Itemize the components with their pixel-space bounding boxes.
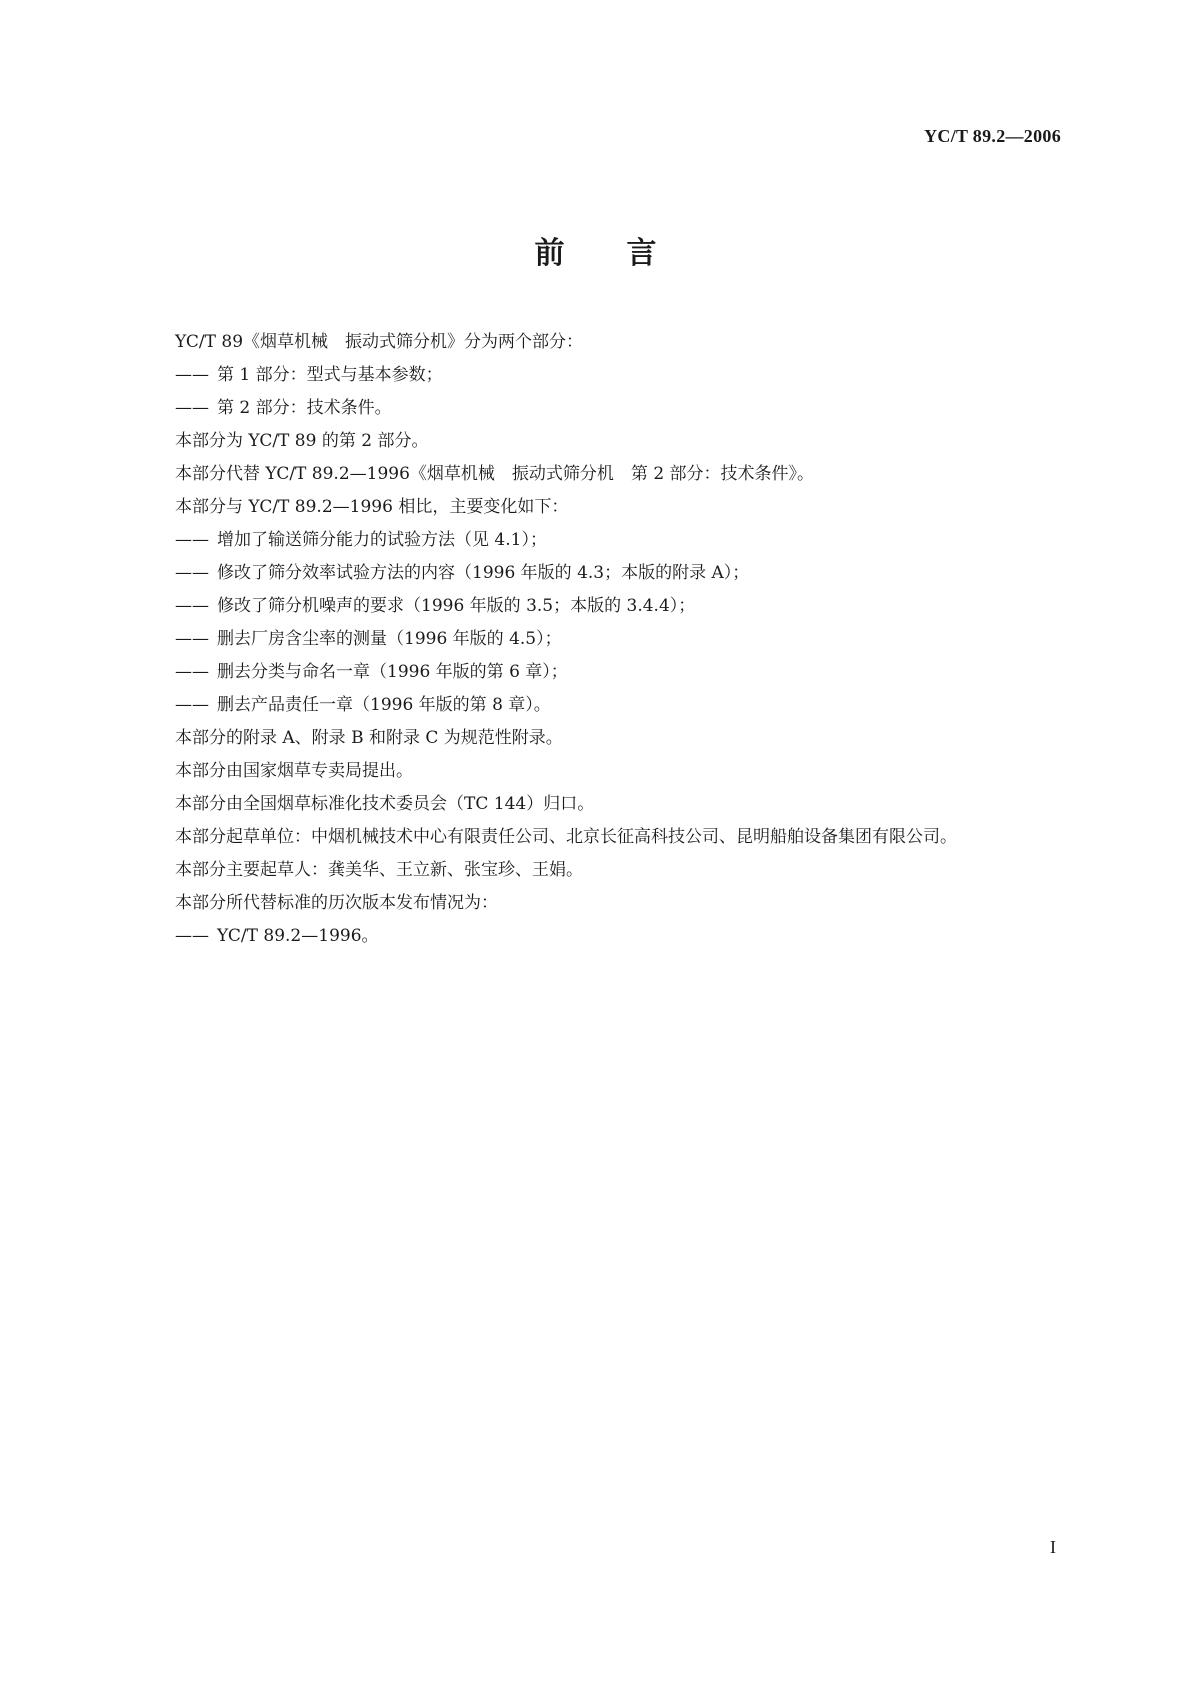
- document-code-header: YC/T 89.2—2006: [924, 126, 1061, 146]
- list-item: —— 修改了筛分机噪声的要求（1996 年版的 3.5；本版的 3.4.4）；: [175, 596, 696, 616]
- paragraph: 本部分与 YC/T 89.2—1996 相比，主要变化如下：: [175, 497, 569, 517]
- paragraph: 本部分代替 YC/T 89.2—1996《烟草机械 振动式筛分机 第 2 部分：技术条件》。: [175, 464, 815, 484]
- list-item: —— 删去分类与命名一章（1996 年版的第 6 章）；: [175, 662, 568, 682]
- list-item: —— 第 1 部分：型式与基本参数；: [175, 365, 443, 385]
- foreword-body: [135, 326, 1063, 953]
- list-item: —— 删去厂房含尘率的测量（1996 年版的 4.5）；: [175, 629, 562, 649]
- paragraph: 本部分起草单位：中烟机械技术中心有限责任公司、北京长征高科技公司、昆明船舶设备集团有限公司。: [175, 827, 957, 847]
- list-item: —— 第 2 部分：技术条件。: [175, 398, 392, 418]
- list-item: —— 修改了筛分效率试验方法的内容（1996 年版的 4.3；本版的附录 A）；: [175, 563, 750, 583]
- list-item: —— YC/T 89.2—1996。: [175, 926, 379, 946]
- paragraph: 本部分由全国烟草标准化技术委员会（TC 144）归口。: [175, 794, 595, 814]
- page-number: I: [1050, 1537, 1056, 1557]
- paragraph: 本部分为 YC/T 89 的第 2 部分。: [175, 431, 429, 451]
- paragraph: YC/T 89《烟草机械 振动式筛分机》分为两个部分：: [175, 332, 584, 352]
- list-item: —— 删去产品责任一章（1996 年版的第 8 章）。: [175, 695, 551, 715]
- list-item: —— 增加了输送筛分能力的试验方法（见 4.1）；: [175, 530, 547, 550]
- paragraph: 本部分由国家烟草专卖局提出。: [175, 761, 413, 781]
- paragraph: 本部分主要起草人：龚美华、王立新、张宝珍、王娟。: [175, 860, 583, 880]
- paragraph: 本部分的附录 A、附录 B 和附录 C 为规范性附录。: [175, 728, 563, 748]
- page-title: 前言: [534, 236, 719, 271]
- paragraph: 本部分所代替标准的历次版本发布情况为：: [175, 893, 498, 913]
